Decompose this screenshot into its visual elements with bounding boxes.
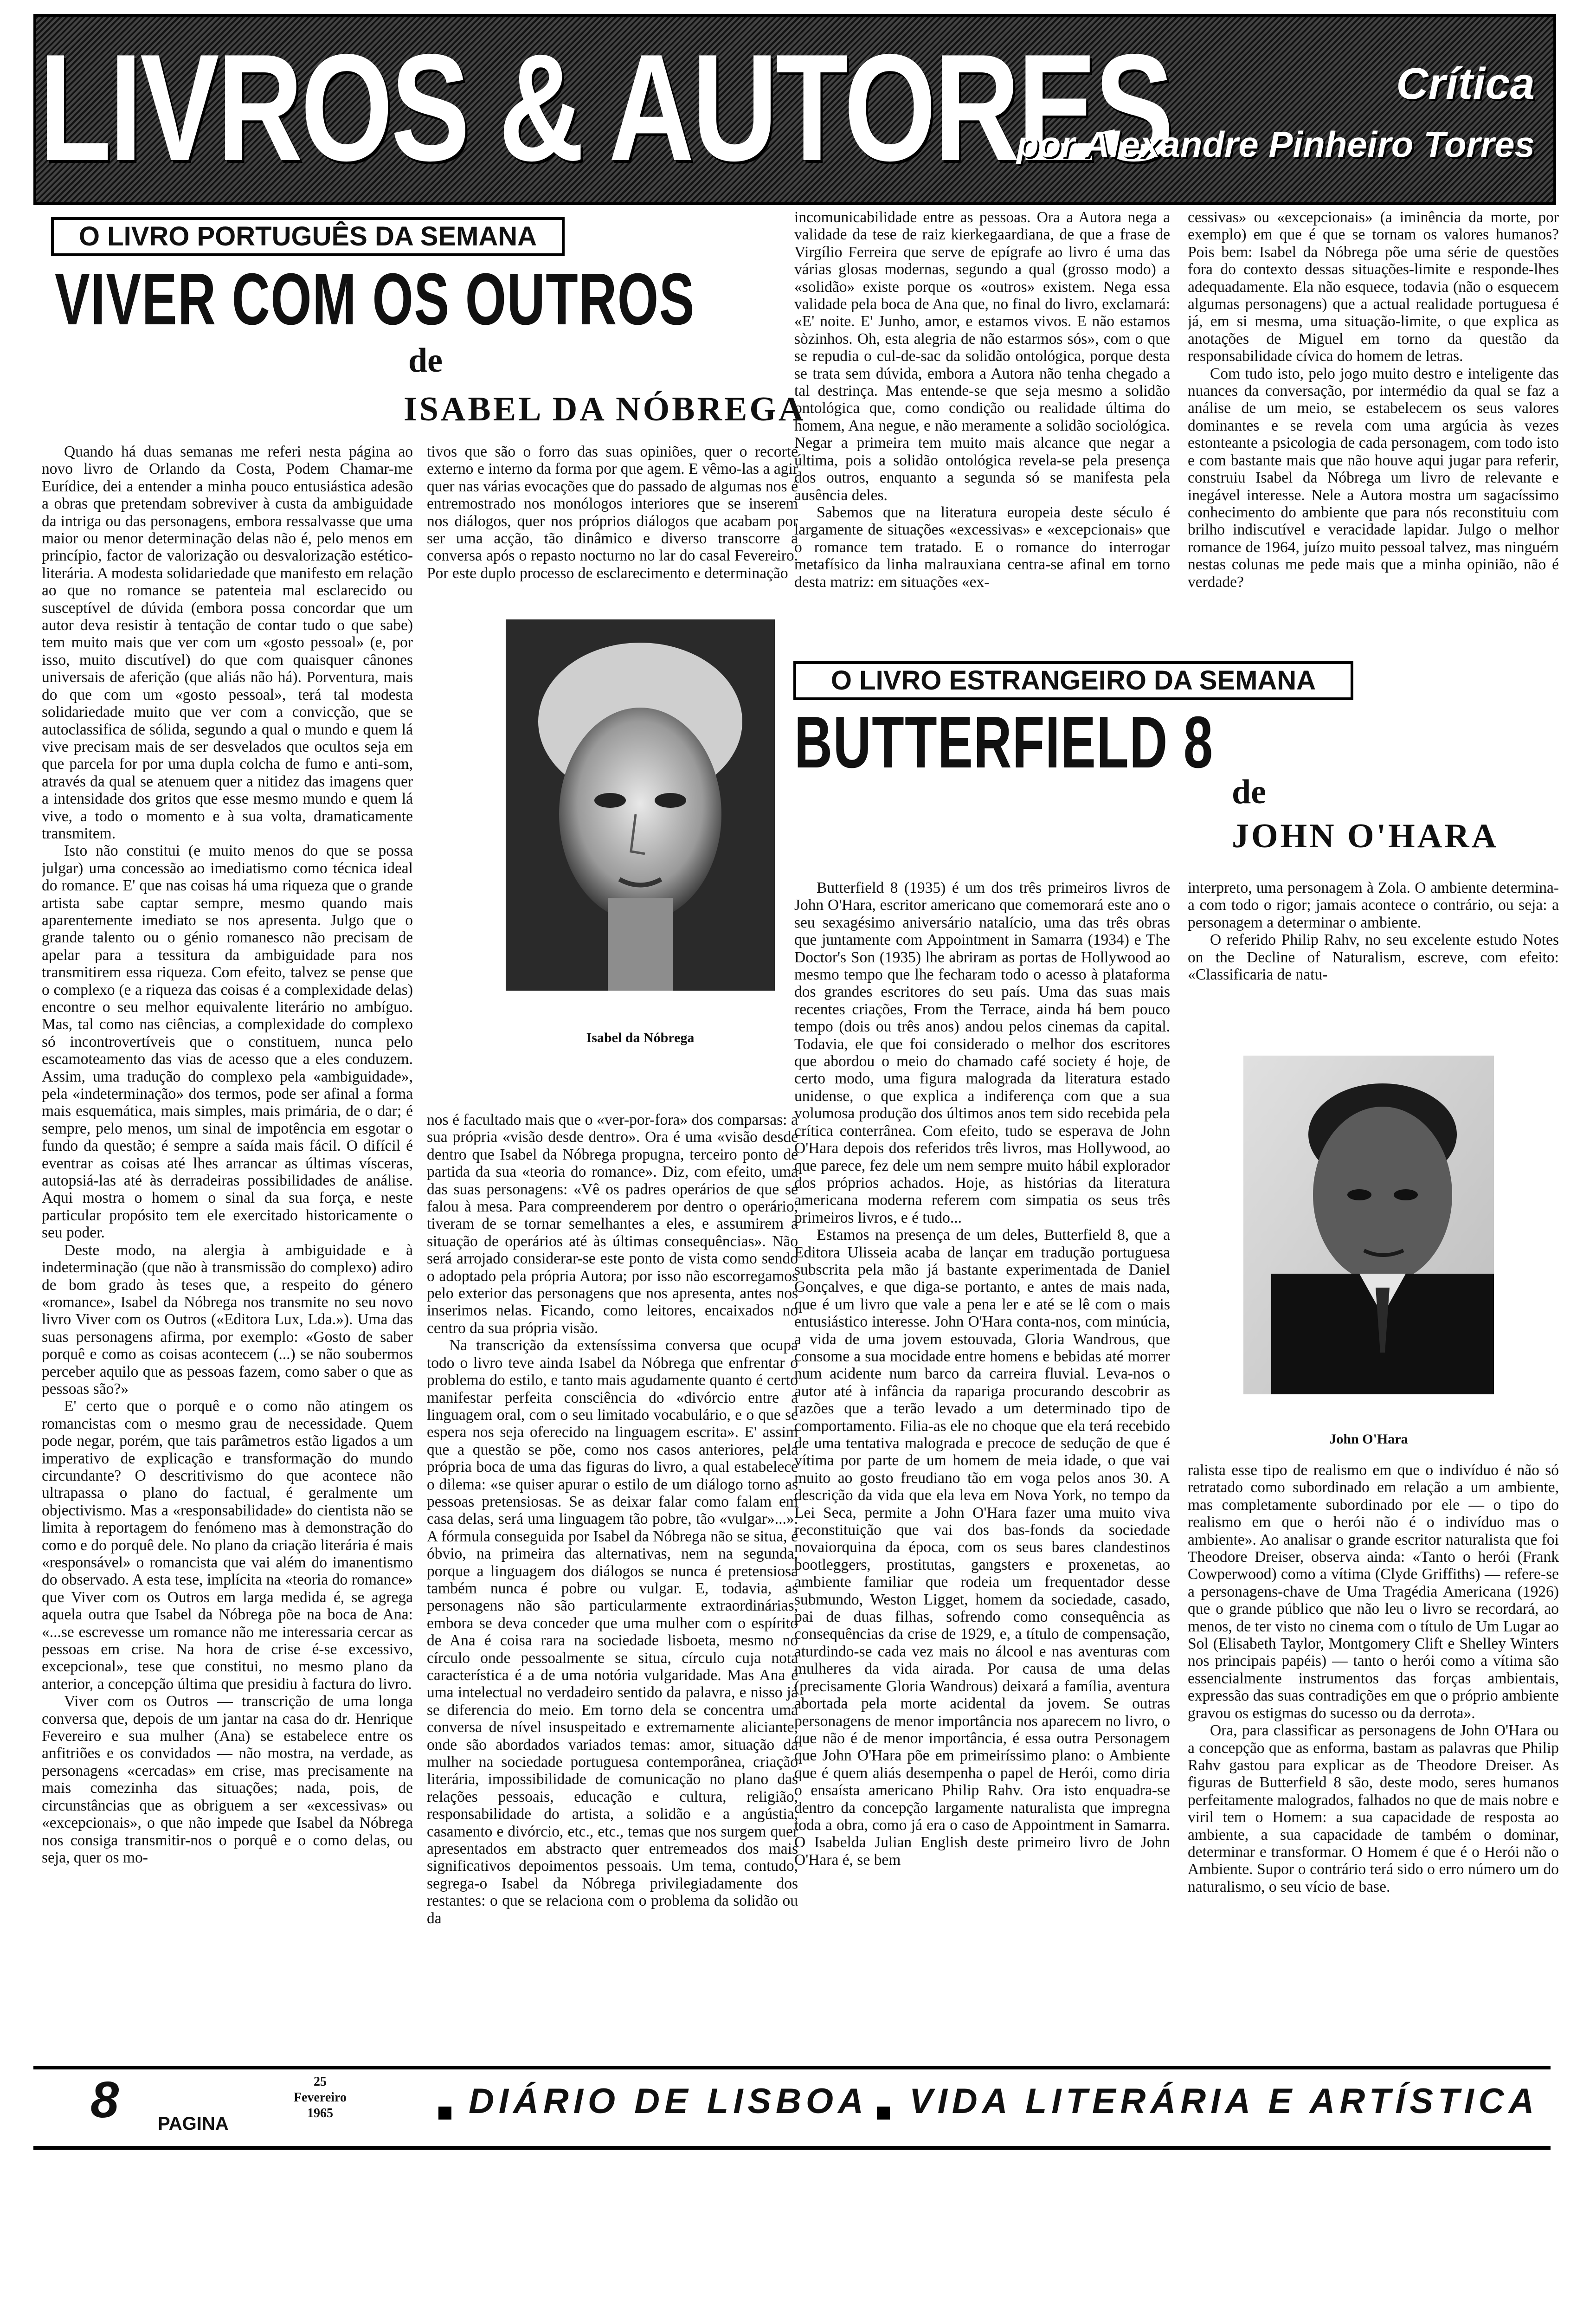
footer-date-year: 1965 <box>307 2106 333 2120</box>
portrait-image-icon <box>1243 1056 1494 1394</box>
isabel-photo-caption: Isabel da Nóbrega <box>586 1030 695 1045</box>
footer-date-month: Fevereiro <box>293 2090 347 2105</box>
foreign-author: JOHN O'HARA <box>1232 817 1499 855</box>
paragraph: Isto não constitui (e muito menos do que se possa julgar) uma concessão ao imediatismo como técnica ideal do romance. E' que nas coisas há uma riqueza que o grande artista sabe captar sempre, mesmo quando mais aparentemente imediato se nos apresenta. Julgo que o grande talento ou o génio romanesco não precisam de apelar para a tessitura da ambiguidade para nos transmitirem essa riqueza. Com efeito, talvez se pense que o complexo (e a riqueza das coisas é a complexidade delas) encontre o seu melhor equivalente literário no ambíguo. Mas, tal como nas ciências, a complexidade do complexo só incontrovertíveis que o constituem, nunca pelo escamoteamento das vias de acesso que a eles conduzem. Assim, uma tradução do complexo pela «ambiguidade», pela «indeterminação» dos termos, pode ser afinal a forma mais esquemática, mais simples, mais primária, de o dar; é sempre, pelo menos, um sinal de impotência em esgotar o fundo da questão; é sempre a saída mais fácil. O difícil é eventrar as coisas até lhes arrancar as últimas vísceras, autopsiá-las até às derradeiras possibilidades de análise. Aqui mostra o homem o sinal da sua força, e neste particular propósito tem ele exercitado historicamente o seu poder. <box>42 842 413 1242</box>
paragraph: Estamos na presença de um deles, Butterfield 8, que a Editora Ulisseia acaba de lançar em tradução portuguesa subscrita pela mão já bastante experimentada de Daniel Gonçalves, e que diga-se portanto, e antes de mais nada, que é um livro que vale a pena ler e até se lê com o mais entusiástico interesse. John O'Hara conta-nos, com minúcia, a vida de uma jovem estouvada, Gloria Wandrous, que consome a sua mocidade entre homens e bebidas até morrer num acidente num barco da carreira fluvial. Leva-nos o autor até à infância da rapariga procurando descobrir as razões que a terão levado a um determinado tipo de comportamento. Filia-as ele no choque que ela terá recebido de uma tentativa malograda e precoce de sedução de que é vítima por parte de um homem de meia idade, o que vai muito ao gosto freudiano tão em voga pelos anos 30. A descrição da vida que ela leva em Nova York, no tempo da Lei Seca, permite a John O'Hara fazer uma muito viva reconstituição que vai dos bas-fonds da sociedade novaiorquina da época, com os seus bares clandestinos bootleggers, prostitutas, gangsters e proxenetas, ao ambiente familiar que rodeia um frequentador desse submundo, Weston Ligget, homem da sociedade, casado, pai de duas filhas, sofrendo como consequência as consequências da crise de 1929, e, a título de compensação, aturdindo-se cada vez mais no álcool e nas aventuras com mulheres da vida airada. Por causa de uma delas (precisamente Gloria Wandrous) deixará a família, aventura abortada pela morte acidental da jovem. Se outras personagens de menor importância nos aparecem no livro, o que não é de menor importância, é essa outra Personagem que John O'Hara põe em primeiríssimo plano: o Ambiente que é quem aliás desempenha o papel de Herói, como diria o ensaísta americano Philip Rahv. Ora isto enquadra-se dentro da concepção largamente naturalista que impregna toda a obra, como já era o caso de Appointment in Samarra. O Isabelda Julian English deste primeiro livro de John O'Hara é, se bem <box>794 1226 1170 1869</box>
foreign-column-4-top <box>1188 879 1559 1037</box>
paragraph: ralista esse tipo de realismo em que o indivíduo é não só retratado como subordinado em relação a um ambiente, mas completamente subordinado por ele — o tipo do realismo em que o herói não é o indivíduo mas o ambiente». Ao analisar o grande escritor naturalista que foi Theodore Dreiser, observa ainda: «Tanto o herói (Frank Cowperwood) como a vítima (Clyde Griffiths) — refere-se a personagens-chave de Uma Tragédia Americana (1926) que o grande público que não leu o livro se recordará, ao menos, de ter visto no cinema com o título de Um Lugar ao Sol (Elisabeth Taylor, Montgomery Clift e Shelley Winters nos principais papéis) — tanto o herói como a vítima são essencialmente instrumentos das forças ambientais, expressão das suas contradições em que o próprio ambiente gravou os estigmas do sucesso ou da derrota». <box>1188 1462 1559 1722</box>
pt-column-2-bottom <box>427 1111 798 2320</box>
pt-column-3 <box>794 209 1170 643</box>
paragraph: Butterfield 8 (1935) é um dos três primeiros livros de John O'Hara, escritor americano que comemorará este ano o seu sexagésimo aniversário natalício, uma das três obras que juntamente com Appointment in Samarra (1934) e The Doctor's Son (1935) lhe abriram as portas de Hollywood ao mesmo tempo que lhe fecharam todo o acesso à plataforma dos grandes escritores do seu país. Uma das suas mais recentes criações, From the Terrace, ainda há bem pouco tempo (dois ou três anos) andou pelos cinemas da capital. Todavia, ele que foi considerado o melhor dos escritores que abordou o meio do chamado café society é hoje, de certo modo, uma figura malograda da literatura estado unidense, o que explica a indiferença com que a sua volumosa produção dos últimos anos tem sido recebida pela crítica conterrânea. Com efeito, tudo se esperava de John O'Hara depois dos referidos três livros, mas Hollywood, ao que parece, fez dele um nem sempre muito hábil explorador dos próprios achados. Hoje, as histórias da literatura americana moderna referem com simpatia os seus três primeiros livros, e é tudo... <box>794 879 1170 1226</box>
masthead-subtitle-critica: Crítica <box>1396 59 1535 109</box>
paragraph: interpreto, uma personagem à Zola. O ambiente determina-a com todo o rigor; jamais acontece o contrário, ou seja: a personagem a determinar o ambiente. <box>1188 879 1559 931</box>
footer-bullet <box>877 2107 890 2120</box>
footer-section-name: VIDA LITERÁRIA E ARTÍSTICA <box>909 2082 1539 2121</box>
portrait-image-icon <box>506 619 775 991</box>
pt-column-2-top <box>427 443 798 596</box>
paragraph: incomunicabilidade entre as pessoas. Ora a Autora nega a validade da tese de raiz kierkegaardiana, de que a frase de Virgílio Ferreira que serve de epígrafe ao livro é uma das várias glosas modernas, segundo a qual (grosso modo) a «solidão» existe porque os «outros» existem. Nega essa validade pela boca de Ana que, no final do livro, exclamará: «E' noite. E' Junho, amor, e estamos vivos. E não estamos sòzinhos. Oh, esta alegria de não estarmos sós», com o que se repudia o cul-de-sac da solidão ontológica, porque desta se trata sem dúvida, embora a Autora não tenha chegado a tal destrinça. Mas entende-se que seja mesmo a solidão ontológica que, como condição ou realidade última do homem, Ana negue, e não meramente a solidão sociológica. Negar a primeira tem muito mais alcance que negar a última, pois a solidão ontológica revela-se pela presença dos outros, enquanto a segunda só se manifesta pela ausência deles. <box>794 209 1170 504</box>
footer-page-number: 8 <box>90 2071 119 2128</box>
paragraph: Na transcrição da extensíssima conversa que ocupa todo o livro teve ainda Isabel da Nóbrega que enfrentar o problema do estilo, e tanto mais agudamente quanto é certo manifestar perfeita consciência do «divórcio entre a linguagem oral, com o seu limitado vocabulário, e o que se espera nos seja oferecido na linguagem escrita». E' assim que a questão se põe, como nos casos anteriores, pela própria boca de uma das figuras do livro, a qual estabelece o dilema: «se quiser apurar o estilo de um diálogo torno as pessoas pretensiosas. Se as deixar falar como falam em casa delas, será uma linguagem tão pobre, tão «vulgar»...». A fórmula conseguida por Isabel da Nóbrega não se situa, é óbvio, na primeira das alternativas, nem na segunda, porque a linguagem dos diálogos se nunca é pretensiosa também nunca é pobre ou vulgar. E, todavia, as personagens não são particularmente extraordinárias, embora se deva conceder que uma mulher com o espírito de Ana é coisa rara na sociedade lisboeta, mesmo no círculo onde pessoalmente se situa, círculo cuja nota característica é a de uma notória vulgaridade. Mas Ana é uma intelectual no verdadeiro sentido da palavra, e nisso já se diferencia do meio. Em torno dela se concentra uma conversa de nível insuspeitado e extremamente aliciante, onde são abordados variados temas: amor, situação da mulher na sociedade portuguesa contemporânea, criação literária, impossibilidade de comunicação no plano das relações pessoais, educação e cultura, religião, responsabilidade do artista, a solidão e a angústia, casamento e divórcio, etc., etc., temas que nos surgem quer apresentados em abstracto quer entremeados dos mais significativos depoimentos pessoais. Um tema, contudo, segrega-o Isabel da Nóbrega privilegiadamente dos restantes: o que se relaciona com o problema da solidão ou da <box>427 1337 798 1927</box>
pt-author: ISABEL DA NÓBREGA <box>404 390 806 428</box>
foreign-section-label: O LIVRO ESTRANGEIRO DA SEMANA <box>793 661 1353 700</box>
pt-section-label: O LIVRO PORTUGUÊS DA SEMANA <box>51 217 565 256</box>
pt-column-1 <box>42 443 413 2320</box>
paragraph: Sabemos que na literatura europeia deste século é largamente de situações «excessivas» e «excepcionais» que o romance tem tratado. E o romance do interrogar metafísico da linha malrauxiana centra-se afinal em torno desta matriz: em situações «ex- <box>794 503 1170 591</box>
foreign-book-title: BUTTERFIELD 8 <box>794 702 1214 783</box>
footer-top-rule <box>33 2066 1551 2069</box>
paragraph: Com tudo isto, pelo jogo muito destro e inteligente das nuances da conversação, por intermédio da qual se faz a análise de um meio, se estabelecem os seus valores dominantes e se revela com uma argúcia às vezes estonteante a psicologia de cada personagem, com todo isto e com bastante mais que não houve aqui jugar para referir, construiu Isabel da Nóbrega um livro de relevante e inegável interesse. Nele a Autora mostra um sagacíssimo conhecimento do ambiente que para nós reconstituiu com brilho indiscutível e veracidade lapidar. Julgo o melhor romance de 1964, juízo muito pessoal talvez, mas ninguém nestas colunas me pede mais que a minha opinião, não é verdade? <box>1188 365 1559 591</box>
footer-newspaper-name: DIÁRIO DE LISBOA <box>469 2082 868 2121</box>
footer-bullet <box>438 2107 451 2120</box>
paragraph: Quando há duas semanas me referi nesta página ao novo livro de Orlando da Costa, Podem Chamar-me Eurídice, dei a entender a minha pouco entusiástica adesão a obras que pretendam sobreviver à custa da ambiguidade da intriga ou das personagens, embora ressalvasse que uma maior ou menor determinação delas não é, pelo menos em princípio, factor de valorização ou desvalorização estético-literária. A modesta solidariedade que manifesto em relação ao que no romance se patenteia mal esclarecido ou susceptível de dúvida (embora possa concordar que um autor deva resistir à tentação de contar tudo o que sabe) tem muito mais que ver com um «gosto pessoal» (e, por isso, muito discutível) do que com quaisquer cânones universais de aferição (que aliás não há). Porventura, mais do que com um «gosto pessoal», terá tal modesta solidariedade muito que ver com a convicção, que se autoclassifica de sólida, segundo a qual o mundo e quem lá vive precisam mais de ser desvelados que ocultos seja em que parcela for por uma dupla colcha de fumo e anti-som, através da qual se atenuem quer a nitidez das imagens quer a intensidade dos gritos que esse mesmo mundo e quem lá vive, a todo o momento e à sua volta, dramaticamente transmitem. <box>42 443 413 842</box>
isabel-portrait-photo <box>506 619 775 991</box>
footer-date-day: 25 <box>314 2075 327 2089</box>
masthead-title: LIVROS & AUTORES <box>39 22 1172 193</box>
foreign-column-4-bottom <box>1188 1462 1559 2320</box>
ohara-photo-caption: John O'Hara <box>1329 1431 1408 1447</box>
foreign-de: de <box>1232 773 1266 811</box>
paragraph: O referido Philip Rahv, no seu excelente estudo Notes on the Decline of Naturalism, escreve, com efeito: «Classificaria de natu- <box>1188 931 1559 984</box>
ohara-portrait-photo <box>1243 1056 1494 1394</box>
masthead-byline: por Alexandre Pinheiro Torres <box>1017 124 1535 165</box>
paragraph: Viver com os Outros — transcrição de uma longa conversa que, depois de um jantar na casa do dr. Henrique Fevereiro e sua mulher (Ana) se estabelece entre os anfitriões e os convidados — não mostra, na verdade, as personagens «cercadas» em crise, mas precisamente na mais comezinha das situações; nada, pois, de circunstâncias que as obriguem a ser «excessivas» ou «excepcionais», o que não impede que Isabel da Nóbrega nos consiga transmitir-nos o porquê e o como delas, ou seja, quer os mo- <box>42 1693 413 1866</box>
pt-de: de <box>408 342 443 380</box>
paragraph: cessivas» ou «excepcionais» (a iminência da morte, por exemplo) em que é que se tornam os valores humanos? Pois bem: Isabel da Nóbrega põe uma série de questões fora do contexto dessas situações-limite e responde-lhes adequadamente. Ela não esquece, todavia (não o esquecem algumas personagens) que a actual realidade portuguesa é já, em si mesma, uma situação-limite, o que explica as anotações de Miguel em torno da questão da responsabilidade cívica do homem de letras. <box>1188 209 1559 365</box>
paragraph: tivos que são o forro das suas opiniões, quer o recorte externo e interno da forma por que agem. E vêmo-las a agir quer nas várias evocações que do passado de algumas nos é entremostrado nos monólogos interiores que se inserem nos diálogos, quer nos próprios diálogos que acabam por ser uma acção, tão dinâmico e diverso transcorre a conversa após o repasto nocturno no lar do casal Fevereiro. Por este duplo processo de esclarecimento e determinação <box>427 443 798 582</box>
footer-page-label: PAGINA <box>158 2114 229 2134</box>
masthead <box>33 14 1556 205</box>
footer-date <box>278 2074 362 2121</box>
paragraph: E' certo que o porquê e o como não atingem os romancistas com o mesmo grau de necessidade. Quem pode negar, porém, que tais parâmetros estão ligados a um imperativo de explicação e transformação do mundo circundante? O descritivismo do que acontece não ultrapassa o plano do factual, é geralmente um objectivismo. Mas a «responsabilidade» do cientista não se limita à reportagem do fenómeno mas à demonstração do como e do porquê dele. No plano da criação literária é mais «responsável» o romancista que vai além do imanentismo do observado. A esta tese, implícita na «teoria do romance» que Viver com os Outros em larga medida é, se agrega aquela outra que Isabel da Nóbrega põe na boca de Ana: «...se escrevesse um romance não me interessaria cercar as pessoas em crise. Na hora de crise é-se excessivo, excepcional», tese que constitui, no mesmo plano da anterior, a concepção última que presidiu à factura do livro. <box>42 1398 413 1693</box>
pt-column-4 <box>1188 209 1559 643</box>
paragraph: Ora, para classificar as personagens de John O'Hara ou a concepção que as enforma, bastam as palavras que Philip Rahv gastou para explicar as de Theodore Dreiser. As figuras de Butterfield 8 são, deste modo, seres humanos perfeitamente malogrados, falhados no que de mais nobre e viril tem o Homem: a sua capacidade de resposta ao ambiente, a sua capacidade de também o dominar, determinar e transformar. O Homem é que é o Herói não o Ambiente. Supor o contrário terá sido o erro número um do naturalismo, o seu vício de base. <box>1188 1722 1559 1895</box>
paragraph: Deste modo, na alergia à ambiguidade e à indeterminação (que não à transmissão do complexo) adiro de bom grado às teses que, a respeito do género «romance», Isabel da Nóbrega nos transmite no seu novo livro Viver com os Outros («Editora Lux, Lda.»). Uma das suas personagens afirma, por exemplo: «Gosto de saber porquê e como as coisas acontecem (...) se não soubermos perceber aquilo que as pessoas fazem, como saber o que as pessoas são?» <box>42 1241 413 1398</box>
pt-book-title: VIVER COM OS OUTROS <box>55 258 695 340</box>
footer-bottom-rule <box>33 2146 1551 2150</box>
paragraph: nos é facultado mais que o «ver-por-fora» dos comparsas: a sua própria «visão desde dentro». Ora é uma «visão desde dentro que Isabel da Nóbrega propugna, terceiro ponto de partida da sua «teoria do romance». Diz, com efeito, uma das suas personagens: «Vê os padres operários de que se falou à mesa. Para compreenderem por dentro o operário, tiveram de se tornar semelhantes a eles, e assumirem a situação de operários até às últimas consequências». Não será arrojado considerar-se este ponto de vista como sendo o adoptado pela própria Autora; por isso não escorregamos pelo exterior das personagens que nos apresenta, antes nos inserimos nelas. Ficando, como leitores, encaixados no centro da sua própria visão. <box>427 1111 798 1337</box>
